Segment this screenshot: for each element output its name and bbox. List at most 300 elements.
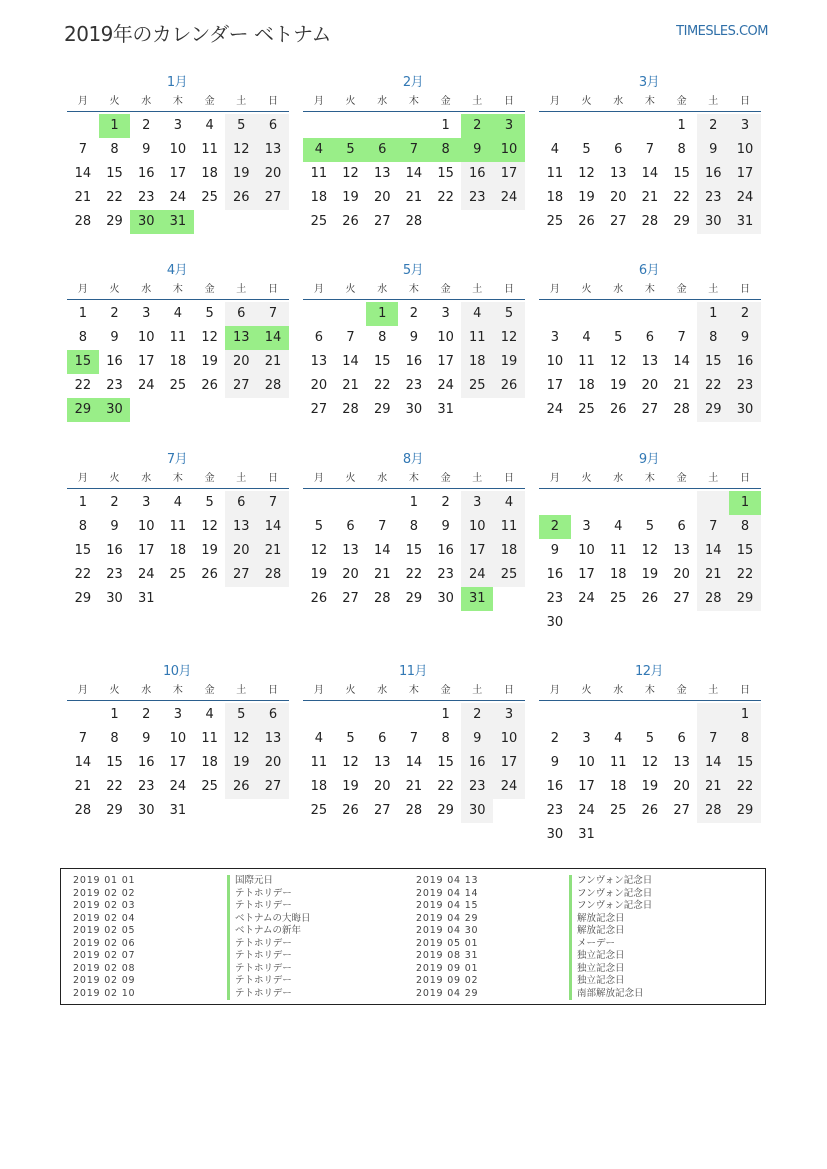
day-cell[interactable]: 30	[729, 398, 761, 422]
day-cell[interactable]: 30	[106, 591, 123, 606]
day-cell[interactable]: 22	[437, 190, 454, 205]
day-cell[interactable]: 30	[546, 615, 564, 630]
day-cell[interactable]: 23	[729, 374, 761, 398]
day-cell[interactable]: 28	[697, 587, 729, 611]
day-cell[interactable]: 18	[169, 543, 187, 558]
day-cell[interactable]: 19	[641, 567, 659, 582]
day-cell[interactable]: 23	[546, 803, 564, 818]
day-cell[interactable]: 9	[142, 142, 151, 157]
day-cell[interactable]: 24	[578, 803, 595, 818]
day-cell[interactable]: 31	[437, 402, 454, 417]
day-cell[interactable]: 27	[673, 591, 690, 606]
day-cell[interactable]: 30	[137, 803, 155, 818]
day-cell[interactable]: 13	[257, 727, 289, 751]
day-cell[interactable]: 25	[461, 374, 493, 398]
day-cell[interactable]: 9	[441, 519, 450, 534]
day-cell[interactable]: 6	[346, 519, 355, 534]
day-cell[interactable]: 16	[437, 543, 454, 558]
holiday-day-cell[interactable]: 8	[430, 138, 462, 162]
day-cell[interactable]: 8	[78, 519, 87, 534]
day-cell[interactable]: 5	[314, 519, 323, 534]
day-cell[interactable]: 13	[310, 354, 328, 369]
day-cell[interactable]: 16	[106, 543, 123, 558]
day-cell[interactable]: 8	[697, 326, 729, 350]
day-cell[interactable]: 29	[74, 591, 92, 606]
day-cell[interactable]: 16	[546, 779, 564, 794]
day-cell[interactable]: 20	[225, 350, 257, 374]
day-cell[interactable]: 28	[405, 803, 423, 818]
day-cell[interactable]: 24	[437, 378, 454, 393]
day-cell[interactable]: 21	[641, 190, 659, 205]
holiday-day-cell[interactable]: 3	[493, 114, 525, 138]
holiday-day-cell[interactable]: 5	[335, 138, 367, 162]
day-cell[interactable]: 19	[201, 354, 218, 369]
day-cell[interactable]: 26	[641, 803, 659, 818]
day-cell[interactable]: 16	[137, 166, 155, 181]
day-cell[interactable]: 27	[641, 402, 659, 417]
day-cell[interactable]: 20	[641, 378, 659, 393]
day-cell[interactable]: 20	[257, 751, 289, 775]
day-cell[interactable]: 12	[641, 755, 659, 770]
day-cell[interactable]: 28	[74, 803, 92, 818]
day-cell[interactable]: 26	[609, 402, 627, 417]
day-cell[interactable]: 24	[493, 775, 525, 799]
holiday-day-cell[interactable]: 9	[461, 138, 493, 162]
day-cell[interactable]: 11	[546, 166, 564, 181]
day-cell[interactable]: 13	[225, 515, 257, 539]
day-cell[interactable]: 12	[493, 326, 525, 350]
holiday-day-cell[interactable]: 1	[99, 114, 131, 138]
day-cell[interactable]: 4	[461, 302, 493, 326]
day-cell[interactable]: 26	[578, 214, 595, 229]
day-cell[interactable]: 2	[550, 731, 559, 746]
day-cell[interactable]: 19	[609, 378, 627, 393]
day-cell[interactable]: 31	[137, 591, 155, 606]
day-cell[interactable]: 20	[673, 567, 690, 582]
day-cell[interactable]: 18	[493, 539, 525, 563]
day-cell[interactable]: 19	[578, 190, 595, 205]
day-cell[interactable]: 4	[493, 491, 525, 515]
day-cell[interactable]: 3	[173, 118, 183, 133]
day-cell[interactable]: 10	[169, 731, 187, 746]
day-cell[interactable]: 12	[641, 543, 659, 558]
day-cell[interactable]: 3	[550, 330, 559, 345]
day-cell[interactable]: 23	[461, 186, 493, 210]
day-cell[interactable]: 19	[201, 543, 218, 558]
day-cell[interactable]: 8	[729, 515, 761, 539]
day-cell[interactable]: 20	[373, 190, 391, 205]
day-cell[interactable]: 6	[225, 491, 257, 515]
day-cell[interactable]: 18	[609, 779, 627, 794]
day-cell[interactable]: 21	[673, 378, 690, 393]
day-cell[interactable]: 28	[342, 402, 359, 417]
day-cell[interactable]: 21	[257, 350, 289, 374]
day-cell[interactable]: 25	[169, 567, 187, 582]
day-cell[interactable]: 29	[405, 591, 423, 606]
day-cell[interactable]: 20	[225, 539, 257, 563]
day-cell[interactable]: 4	[614, 731, 623, 746]
day-cell[interactable]: 19	[342, 779, 359, 794]
day-cell[interactable]: 29	[697, 398, 729, 422]
day-cell[interactable]: 28	[257, 374, 289, 398]
day-cell[interactable]: 30	[546, 827, 564, 842]
day-cell[interactable]: 9	[142, 731, 151, 746]
holiday-day-cell[interactable]: 6	[366, 138, 398, 162]
day-cell[interactable]: 1	[729, 703, 761, 727]
day-cell[interactable]: 13	[373, 755, 391, 770]
day-cell[interactable]: 21	[405, 779, 423, 794]
day-cell[interactable]: 7	[78, 731, 87, 746]
holiday-day-cell[interactable]: 1	[366, 302, 398, 326]
day-cell[interactable]: 13	[257, 138, 289, 162]
day-cell[interactable]: 5	[205, 495, 214, 510]
day-cell[interactable]: 5	[645, 731, 655, 746]
day-cell[interactable]: 13	[673, 543, 690, 558]
day-cell[interactable]: 26	[225, 775, 257, 799]
day-cell[interactable]: 9	[729, 326, 761, 350]
day-cell[interactable]: 24	[461, 563, 493, 587]
day-cell[interactable]: 16	[729, 350, 761, 374]
day-cell[interactable]: 15	[106, 166, 123, 181]
day-cell[interactable]: 10	[461, 515, 493, 539]
day-cell[interactable]: 23	[697, 186, 729, 210]
day-cell[interactable]: 29	[437, 803, 454, 818]
day-cell[interactable]: 23	[137, 779, 155, 794]
day-cell[interactable]: 22	[74, 378, 92, 393]
day-cell[interactable]: 21	[342, 378, 359, 393]
day-cell[interactable]: 27	[257, 775, 289, 799]
day-cell[interactable]: 24	[493, 186, 525, 210]
day-cell[interactable]: 18	[310, 779, 328, 794]
day-cell[interactable]: 27	[225, 563, 257, 587]
day-cell[interactable]: 22	[729, 775, 761, 799]
day-cell[interactable]: 24	[169, 779, 187, 794]
day-cell[interactable]: 25	[201, 779, 218, 794]
day-cell[interactable]: 11	[609, 755, 627, 770]
day-cell[interactable]: 16	[461, 162, 493, 186]
day-cell[interactable]: 25	[310, 214, 328, 229]
day-cell[interactable]: 25	[609, 591, 627, 606]
day-cell[interactable]: 21	[74, 190, 92, 205]
day-cell[interactable]: 7	[697, 727, 729, 751]
day-cell[interactable]: 6	[677, 731, 686, 746]
day-cell[interactable]: 14	[673, 354, 690, 369]
day-cell[interactable]: 30	[697, 210, 729, 234]
day-cell[interactable]: 26	[342, 214, 359, 229]
holiday-day-cell[interactable]: 14	[257, 326, 289, 350]
day-cell[interactable]: 6	[257, 114, 289, 138]
day-cell[interactable]: 6	[257, 703, 289, 727]
holiday-day-cell[interactable]: 31	[162, 210, 194, 234]
day-cell[interactable]: 9	[550, 755, 559, 770]
day-cell[interactable]: 2	[110, 495, 119, 510]
day-cell[interactable]: 2	[729, 302, 761, 326]
day-cell[interactable]: 15	[373, 354, 391, 369]
day-cell[interactable]: 7	[78, 142, 87, 157]
day-cell[interactable]: 2	[697, 114, 729, 138]
day-cell[interactable]: 17	[493, 751, 525, 775]
day-cell[interactable]: 23	[106, 378, 123, 393]
day-cell[interactable]: 28	[697, 799, 729, 823]
day-cell[interactable]: 14	[405, 755, 423, 770]
day-cell[interactable]: 14	[342, 354, 359, 369]
day-cell[interactable]: 5	[225, 114, 257, 138]
day-cell[interactable]: 15	[74, 543, 92, 558]
day-cell[interactable]: 6	[314, 330, 323, 345]
day-cell[interactable]: 12	[342, 755, 359, 770]
day-cell[interactable]: 9	[697, 138, 729, 162]
day-cell[interactable]: 13	[342, 543, 359, 558]
day-cell[interactable]: 16	[546, 567, 564, 582]
day-cell[interactable]: 6	[378, 731, 387, 746]
day-cell[interactable]: 19	[342, 190, 359, 205]
day-cell[interactable]: 7	[409, 731, 419, 746]
day-cell[interactable]: 11	[201, 731, 218, 746]
day-cell[interactable]: 26	[310, 591, 328, 606]
holiday-day-cell[interactable]: 1	[729, 491, 761, 515]
day-cell[interactable]: 29	[729, 799, 761, 823]
day-cell[interactable]: 11	[169, 330, 187, 345]
day-cell[interactable]: 10	[137, 330, 155, 345]
day-cell[interactable]: 3	[142, 306, 151, 321]
day-cell[interactable]: 27	[373, 803, 391, 818]
day-cell[interactable]: 9	[110, 330, 119, 345]
day-cell[interactable]: 28	[373, 591, 391, 606]
day-cell[interactable]: 29	[106, 803, 123, 818]
day-cell[interactable]: 17	[578, 567, 595, 582]
day-cell[interactable]: 7	[697, 515, 729, 539]
day-cell[interactable]: 8	[78, 330, 87, 345]
day-cell[interactable]: 26	[641, 591, 659, 606]
day-cell[interactable]: 25	[169, 378, 187, 393]
day-cell[interactable]: 7	[257, 491, 289, 515]
day-cell[interactable]: 12	[225, 138, 257, 162]
day-cell[interactable]: 31	[578, 827, 595, 842]
day-cell[interactable]: 14	[373, 543, 391, 558]
day-cell[interactable]: 14	[74, 755, 92, 770]
day-cell[interactable]: 18	[169, 354, 187, 369]
day-cell[interactable]: 4	[614, 519, 623, 534]
day-cell[interactable]: 18	[201, 755, 218, 770]
day-cell[interactable]: 4	[173, 495, 183, 510]
day-cell[interactable]: 1	[409, 495, 419, 510]
day-cell[interactable]: 8	[729, 727, 761, 751]
day-cell[interactable]: 27	[257, 186, 289, 210]
holiday-day-cell[interactable]: 4	[303, 138, 335, 162]
day-cell[interactable]: 25	[310, 803, 328, 818]
day-cell[interactable]: 16	[697, 162, 729, 186]
day-cell[interactable]: 22	[437, 779, 454, 794]
day-cell[interactable]: 11	[201, 142, 218, 157]
day-cell[interactable]: 12	[310, 543, 328, 558]
day-cell[interactable]: 17	[137, 543, 155, 558]
day-cell[interactable]: 3	[493, 703, 525, 727]
day-cell[interactable]: 5	[205, 306, 214, 321]
day-cell[interactable]: 10	[578, 755, 595, 770]
day-cell[interactable]: 12	[578, 166, 595, 181]
day-cell[interactable]: 18	[310, 190, 328, 205]
day-cell[interactable]: 20	[257, 162, 289, 186]
day-cell[interactable]: 25	[493, 563, 525, 587]
day-cell[interactable]: 1	[78, 306, 87, 321]
day-cell[interactable]: 18	[578, 378, 595, 393]
day-cell[interactable]: 2	[441, 495, 450, 510]
day-cell[interactable]: 14	[697, 539, 729, 563]
day-cell[interactable]: 29	[373, 402, 391, 417]
day-cell[interactable]: 4	[582, 330, 591, 345]
day-cell[interactable]: 27	[673, 803, 690, 818]
day-cell[interactable]: 7	[677, 330, 686, 345]
day-cell[interactable]: 15	[697, 350, 729, 374]
day-cell[interactable]: 22	[405, 567, 423, 582]
brand-logo[interactable]: TIMESLES.COM	[676, 24, 768, 39]
day-cell[interactable]: 17	[729, 162, 761, 186]
day-cell[interactable]: 16	[137, 755, 155, 770]
day-cell[interactable]: 15	[437, 166, 454, 181]
day-cell[interactable]: 22	[74, 567, 92, 582]
day-cell[interactable]: 17	[169, 755, 187, 770]
day-cell[interactable]: 5	[346, 731, 355, 746]
day-cell[interactable]: 16	[405, 354, 423, 369]
day-cell[interactable]: 14	[641, 166, 659, 181]
day-cell[interactable]: 16	[106, 354, 123, 369]
day-cell[interactable]: 12	[225, 727, 257, 751]
day-cell[interactable]: 22	[373, 378, 391, 393]
day-cell[interactable]: 31	[729, 210, 761, 234]
day-cell[interactable]: 5	[493, 302, 525, 326]
holiday-day-cell[interactable]: 2	[539, 515, 571, 539]
day-cell[interactable]: 11	[578, 354, 595, 369]
holiday-day-cell[interactable]: 31	[461, 587, 493, 611]
day-cell[interactable]: 20	[609, 190, 627, 205]
day-cell[interactable]: 23	[106, 567, 123, 582]
day-cell[interactable]: 23	[405, 378, 423, 393]
day-cell[interactable]: 20	[310, 378, 328, 393]
day-cell[interactable]: 26	[493, 374, 525, 398]
day-cell[interactable]: 5	[614, 330, 623, 345]
day-cell[interactable]: 18	[461, 350, 493, 374]
day-cell[interactable]: 1	[78, 495, 87, 510]
day-cell[interactable]: 3	[441, 306, 450, 321]
day-cell[interactable]: 25	[201, 190, 218, 205]
day-cell[interactable]: 27	[609, 214, 627, 229]
day-cell[interactable]: 11	[310, 755, 328, 770]
day-cell[interactable]: 4	[173, 306, 183, 321]
day-cell[interactable]: 30	[461, 799, 493, 823]
day-cell[interactable]: 12	[201, 519, 218, 534]
day-cell[interactable]: 20	[342, 567, 359, 582]
day-cell[interactable]: 25	[578, 402, 595, 417]
day-cell[interactable]: 25	[609, 803, 627, 818]
day-cell[interactable]: 20	[373, 779, 391, 794]
day-cell[interactable]: 7	[645, 142, 655, 157]
day-cell[interactable]: 19	[225, 751, 257, 775]
day-cell[interactable]: 6	[614, 142, 623, 157]
day-cell[interactable]: 15	[106, 755, 123, 770]
day-cell[interactable]: 10	[493, 727, 525, 751]
day-cell[interactable]: 10	[169, 142, 187, 157]
day-cell[interactable]: 22	[106, 779, 123, 794]
day-cell[interactable]: 22	[106, 190, 123, 205]
day-cell[interactable]: 19	[641, 779, 659, 794]
day-cell[interactable]: 21	[697, 775, 729, 799]
day-cell[interactable]: 28	[257, 563, 289, 587]
day-cell[interactable]: 3	[461, 491, 493, 515]
day-cell[interactable]: 5	[645, 519, 655, 534]
day-cell[interactable]: 14	[697, 751, 729, 775]
day-cell[interactable]: 13	[373, 166, 391, 181]
day-cell[interactable]: 19	[310, 567, 328, 582]
day-cell[interactable]: 23	[137, 190, 155, 205]
day-cell[interactable]: 9	[550, 543, 559, 558]
day-cell[interactable]: 17	[493, 162, 525, 186]
day-cell[interactable]: 4	[205, 707, 214, 722]
day-cell[interactable]: 19	[493, 350, 525, 374]
day-cell[interactable]: 24	[137, 567, 155, 582]
day-cell[interactable]: 10	[578, 543, 595, 558]
holiday-day-cell[interactable]: 30	[130, 210, 162, 234]
day-cell[interactable]: 14	[405, 166, 423, 181]
day-cell[interactable]: 12	[609, 354, 627, 369]
day-cell[interactable]: 13	[641, 354, 659, 369]
holiday-day-cell[interactable]: 30	[99, 398, 131, 422]
day-cell[interactable]: 18	[201, 166, 218, 181]
day-cell[interactable]: 13	[609, 166, 627, 181]
day-cell[interactable]: 24	[169, 190, 187, 205]
day-cell[interactable]: 9	[409, 330, 419, 345]
day-cell[interactable]: 22	[729, 563, 761, 587]
holiday-day-cell[interactable]: 29	[67, 398, 99, 422]
day-cell[interactable]: 18	[609, 567, 627, 582]
day-cell[interactable]: 12	[342, 166, 359, 181]
day-cell[interactable]: 10	[137, 519, 155, 534]
day-cell[interactable]: 24	[546, 402, 564, 417]
day-cell[interactable]: 9	[461, 727, 493, 751]
day-cell[interactable]: 17	[169, 166, 187, 181]
day-cell[interactable]: 11	[169, 519, 187, 534]
day-cell[interactable]: 14	[74, 166, 92, 181]
day-cell[interactable]: 2	[461, 703, 493, 727]
day-cell[interactable]: 8	[378, 330, 387, 345]
day-cell[interactable]: 23	[546, 591, 564, 606]
day-cell[interactable]: 15	[405, 543, 423, 558]
day-cell[interactable]: 3	[582, 519, 591, 534]
day-cell[interactable]: 21	[257, 539, 289, 563]
day-cell[interactable]: 28	[74, 214, 92, 229]
day-cell[interactable]: 26	[342, 803, 359, 818]
day-cell[interactable]: 30	[437, 591, 454, 606]
day-cell[interactable]: 11	[609, 543, 627, 558]
day-cell[interactable]: 3	[142, 495, 151, 510]
day-cell[interactable]: 11	[310, 166, 328, 181]
day-cell[interactable]: 3	[729, 114, 761, 138]
day-cell[interactable]: 24	[578, 591, 595, 606]
day-cell[interactable]: 10	[729, 138, 761, 162]
day-cell[interactable]: 17	[461, 539, 493, 563]
day-cell[interactable]: 21	[405, 190, 423, 205]
day-cell[interactable]: 30	[405, 402, 423, 417]
day-cell[interactable]: 8	[409, 519, 419, 534]
day-cell[interactable]: 29	[673, 214, 690, 229]
day-cell[interactable]: 10	[437, 330, 454, 345]
day-cell[interactable]: 29	[729, 587, 761, 611]
day-cell[interactable]: 15	[729, 539, 761, 563]
day-cell[interactable]: 28	[641, 214, 659, 229]
day-cell[interactable]: 27	[342, 591, 359, 606]
day-cell[interactable]: 13	[673, 755, 690, 770]
day-cell[interactable]: 4	[550, 142, 559, 157]
day-cell[interactable]: 1	[441, 707, 450, 722]
